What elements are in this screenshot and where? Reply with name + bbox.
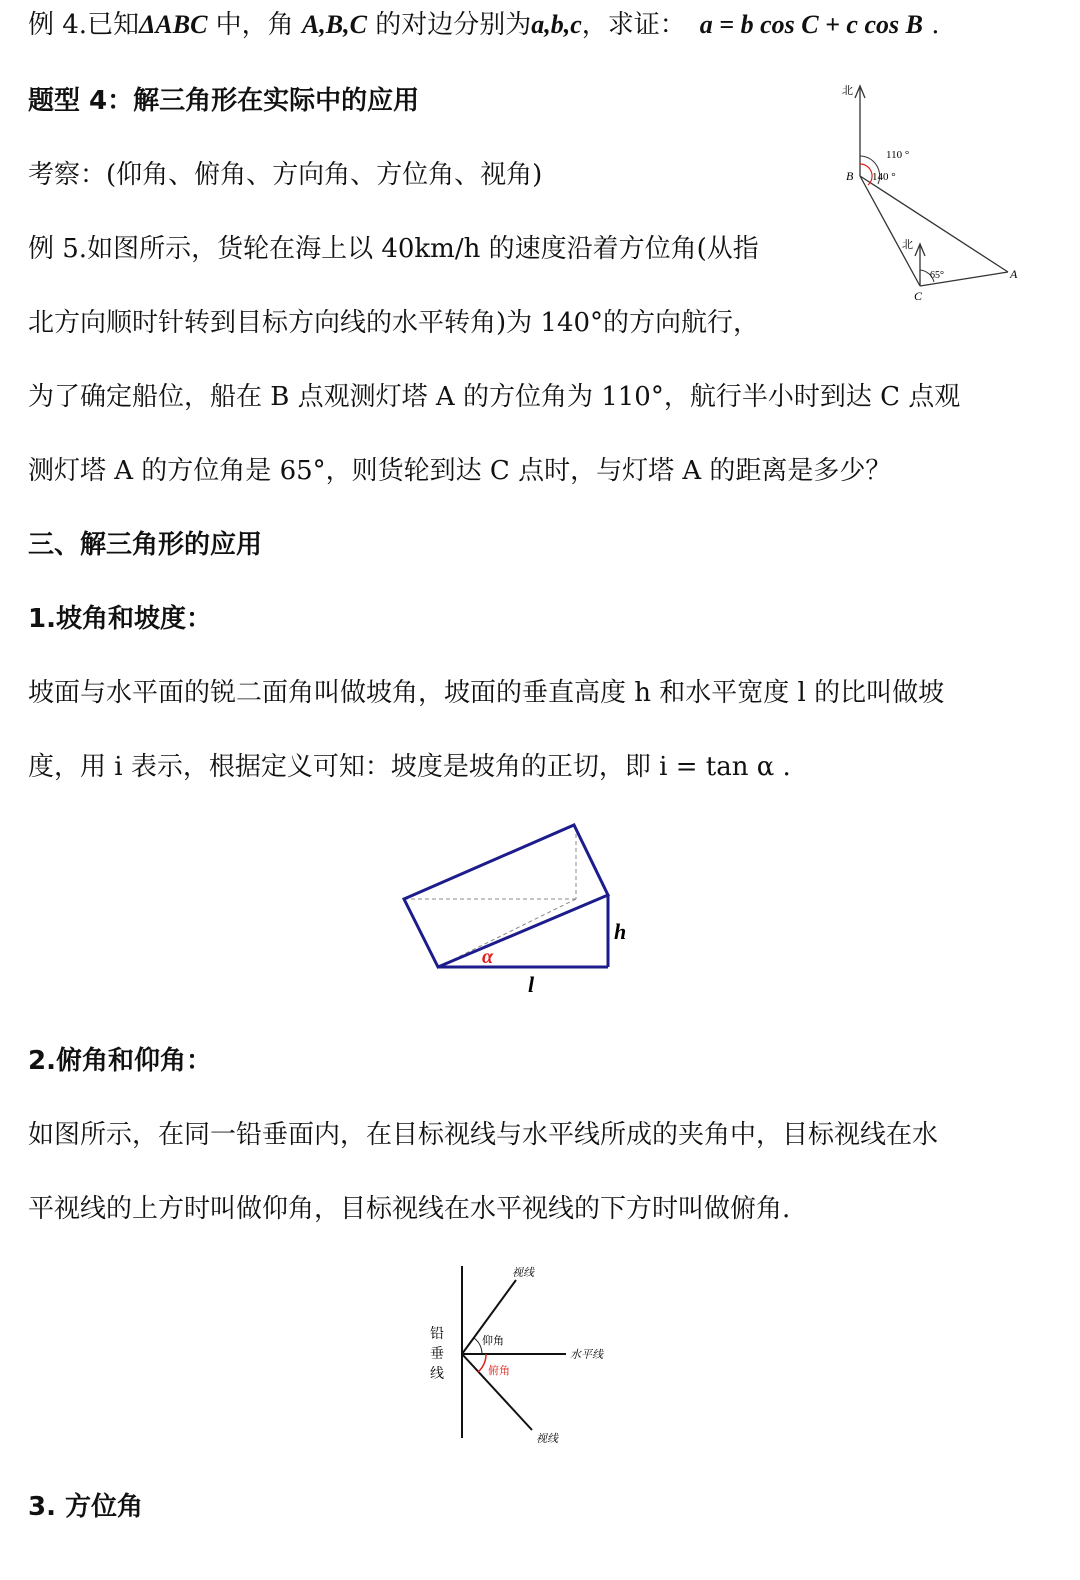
ex5-line4: 测灯塔 A 的方位角是 65°，则货轮到达 C 点时，与灯塔 A 的距离是多少？: [28, 456, 892, 486]
depression-arc: [478, 1354, 486, 1372]
plumb-label-3: 线: [430, 1367, 444, 1382]
elevation-arc: [474, 1338, 482, 1354]
ex4-end: .: [922, 10, 940, 40]
l-label: l: [528, 972, 535, 997]
ex4-mid2: 的对边分别为: [366, 10, 532, 40]
line-ba: [860, 176, 1008, 272]
inspect-text: 考察：(仰角、俯角、方向角、方位角、视角): [28, 160, 543, 190]
h-label: h: [614, 919, 627, 944]
ex4-prefix: 例 4.已知: [28, 10, 140, 40]
angle-140-label: 140 °: [872, 171, 896, 183]
plumb-label-2: 垂: [430, 1347, 444, 1362]
slope-figure: [390, 815, 650, 1005]
north-label-top: 北: [842, 85, 853, 97]
ex5-line2: 北方向顺时针转到目标方向线的水平转角)为 140°的方向航行，: [28, 308, 760, 338]
elevation-angle-label: 仰角: [482, 1335, 504, 1347]
sight-label-top: 视线: [512, 1267, 534, 1279]
slope-line2: 度，用 i 表示，根据定义可知：坡度是坡角的正切，即 i = tan α .: [28, 752, 791, 782]
bearing-heading: 3. 方位角: [28, 1492, 144, 1522]
example-4: [28, 8, 940, 42]
ex4-mid3: ，求证：: [581, 10, 686, 40]
ex4-formula: a = b cos C + c cos B: [699, 10, 923, 39]
angle-arc-140: [860, 164, 872, 185]
line-bc: [860, 176, 920, 286]
elev-line1: 如图所示，在同一铅垂面内，在目标视线与水平线所成的夹角中，目标视线在水: [28, 1120, 939, 1150]
ex5-line1: 例 5.如图所示，货轮在海上以 40km/h 的速度沿着方位角(从指: [28, 234, 759, 264]
angle-110-label: 110 °: [886, 149, 910, 161]
slope-face: [404, 825, 608, 967]
point-b-label: B: [846, 169, 854, 183]
depression-angle-label: 俯角: [488, 1365, 510, 1377]
ex4-angles: A,B,C: [301, 10, 367, 39]
ex5-line3: 为了确定船位，船在 B 点观测灯塔 A 的方位角为 110°，航行半小时到达 C 点观: [28, 382, 961, 412]
section3-heading: 三、解三角形的应用: [28, 530, 263, 560]
point-c-label: C: [914, 289, 923, 303]
slope-line1: 坡面与水平面的锐二面角叫做坡角，坡面的垂直高度 h 和水平宽度 l 的比叫做坡: [28, 678, 945, 708]
ex4-sides: a,b,c: [531, 10, 582, 39]
elevation-figure: [420, 1258, 640, 1448]
alpha-label: α: [482, 946, 494, 968]
ex4-mid1: 中，角: [207, 10, 302, 40]
sight-label-bottom: 视线: [536, 1433, 558, 1445]
angle-65-label: 65°: [930, 270, 944, 281]
north-label-c: 北: [902, 239, 913, 251]
ex4-triangle: ΔABC: [139, 10, 208, 39]
navigation-figure: [830, 78, 1030, 308]
type4-heading: 题型 4：解三角形在实际中的应用: [28, 86, 420, 116]
horizontal-label: 水平线: [570, 1349, 603, 1361]
point-a-label: A: [1010, 267, 1018, 281]
slope-heading: 1.坡角和坡度：: [28, 604, 212, 634]
elev-line2: 平视线的上方时叫做仰角，目标视线在水平视线的下方时叫做俯角.: [28, 1194, 791, 1224]
plumb-label-1: 铅: [430, 1327, 444, 1342]
elev-heading: 2.俯角和仰角：: [28, 1046, 212, 1076]
